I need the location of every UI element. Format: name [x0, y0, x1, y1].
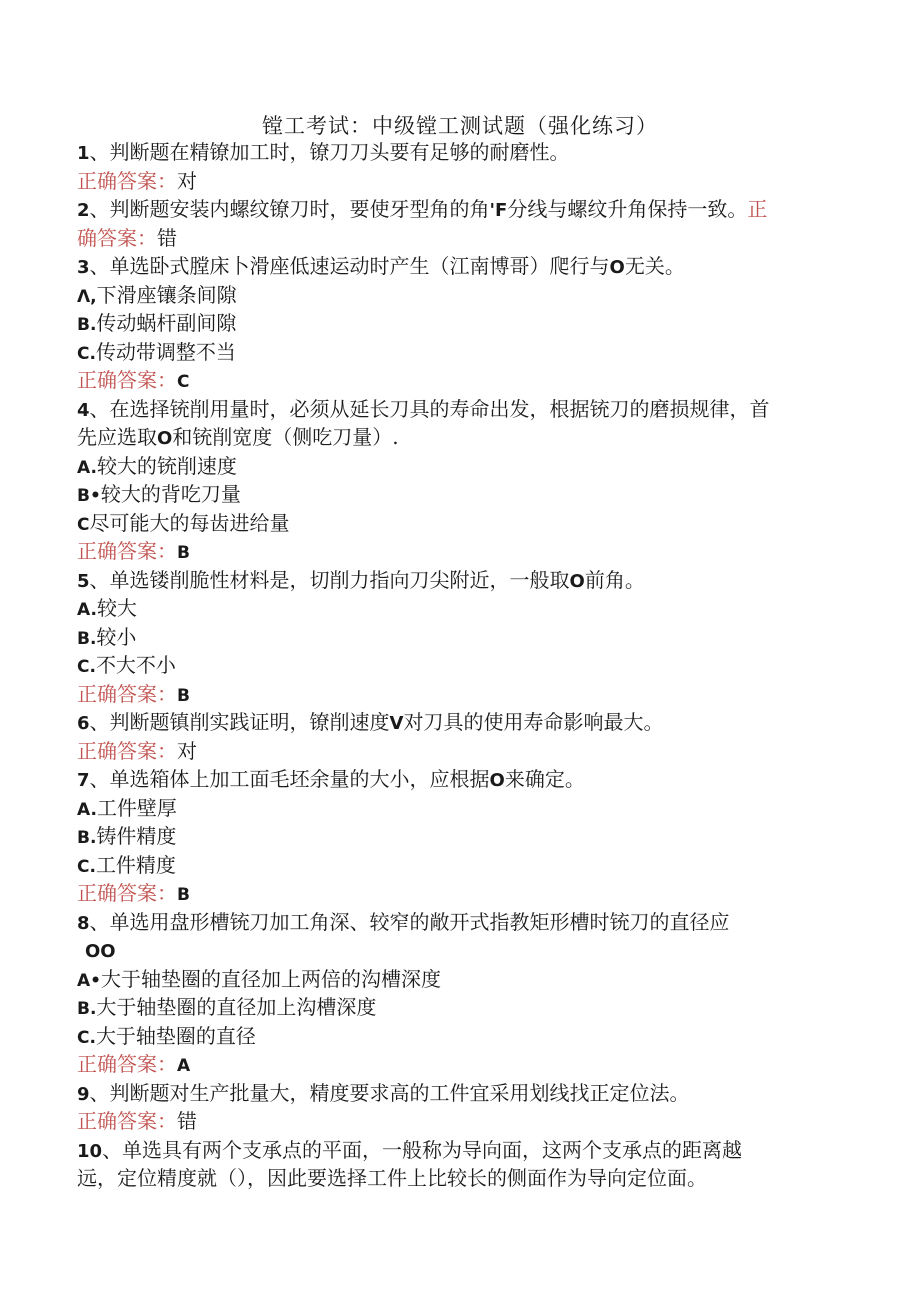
answer-value: B [177, 885, 190, 905]
option-a [77, 281, 827, 310]
question-number: 1 [77, 143, 90, 164]
question-text: 在选择铳削用量时，必须从延长刀具的寿命出发，根据铳刀的磨损规律，首 [109, 396, 770, 421]
answer-value: B [177, 685, 190, 706]
answer-line [77, 879, 827, 908]
question-text: 单选镂削脆性材料是，切削力指向刀尖附近，一般取 [109, 567, 570, 592]
question-number: 8 [77, 912, 90, 934]
option-a [77, 594, 827, 623]
option-text: 铸件精度 [96, 824, 177, 848]
answer-value: 对 [177, 168, 197, 193]
option-c [77, 651, 827, 680]
blank-mark: O [609, 257, 625, 278]
answer-label: 正确答案： [77, 368, 177, 392]
answer-line [77, 737, 827, 766]
question-5 [77, 566, 827, 595]
option-text: 传动蜗杆副间隙 [96, 311, 237, 335]
answer-label: 正确答案： [77, 738, 177, 763]
option-letter: C. [77, 856, 96, 877]
option-letter: A. [77, 799, 97, 820]
option-a [77, 965, 827, 994]
question-number: 7 [77, 770, 90, 791]
answer-label: 正确答案： [77, 881, 177, 905]
question-number: 10 [77, 1140, 103, 1162]
answer-label: 正确答案： [77, 539, 177, 563]
question-number: 6 [77, 713, 90, 734]
question-separator: 、 [89, 567, 110, 592]
answer-label: 正确答案： [77, 1109, 177, 1133]
question-number: 5 [77, 570, 90, 592]
question-text: 判断题对生产批量大，精度要求高的工件宜采用划线找正定位法。 [109, 1080, 690, 1105]
question-7 [77, 765, 827, 794]
option-b [77, 822, 827, 851]
answer-label: 正确答案： [77, 1052, 177, 1076]
option-text: 较大的背吃刀量 [100, 482, 241, 506]
question-3 [77, 252, 827, 281]
option-letter: C. [77, 1027, 96, 1048]
option-text: 较小 [96, 624, 137, 649]
question-text: 单选具有两个支承点的平面，一般称为导向面，这两个支承点的距离越 [122, 1137, 743, 1162]
answer-value: A [177, 1056, 191, 1076]
answer-value: 错 [157, 225, 177, 250]
question-1 [77, 138, 827, 167]
question-text-cont: 前角。 [584, 567, 645, 592]
option-text: 较大的铳削速度 [96, 453, 237, 478]
question-separator: 、 [89, 710, 110, 734]
option-letter: A. [77, 457, 97, 478]
option-b [77, 480, 827, 509]
question-text: 判断题在精镣加工时，镣刀刀头要有足够的耐磨性。 [109, 140, 570, 164]
answer-line [77, 1107, 827, 1136]
answer-value: C [177, 372, 190, 392]
question-text-cont: 无关。 [624, 254, 685, 278]
answer-line [77, 366, 827, 395]
answer-line [77, 680, 827, 709]
option-text: 尽可能大的每齿进给量 [89, 510, 290, 535]
option-letter: Λ, [77, 286, 97, 307]
option-text: 工件精度 [95, 852, 176, 877]
question-text-cont: 对刀具的使用寿命影响最大。 [403, 710, 664, 734]
question-text: 单选用盘形槽铳刀加工角深、较窄的敞开式指教矩形槽时铳刀的直径应 [109, 909, 730, 934]
question-2 [77, 195, 827, 224]
answer-value: B [177, 543, 190, 563]
question-8-cont [77, 936, 827, 965]
question-number: 2 [77, 200, 90, 221]
blank-mark: 'F [489, 200, 508, 221]
question-separator: 、 [89, 197, 110, 221]
blank-mark: O [157, 428, 173, 449]
question-text-cont: 和铳削宽度（侧吃刀量）. [172, 425, 399, 449]
option-letter: B. [77, 828, 97, 848]
option-text: 不大不小 [95, 653, 176, 677]
option-letter: A• [77, 970, 102, 991]
option-text: 大于轴垫圈的直径加上两倍的沟槽深度 [101, 966, 442, 991]
question-separator: 、 [89, 396, 110, 421]
question-text: 单选卧式膛床卜滑座低速运动时产生（江南博哥）爬行与 [109, 254, 610, 278]
blank-mark: OO [85, 941, 116, 962]
answer-line [77, 167, 827, 196]
option-letter: B. [77, 628, 97, 649]
answer-line [77, 1050, 827, 1079]
option-letter: C. [77, 657, 96, 677]
question-list [77, 138, 827, 1193]
option-b [77, 623, 827, 652]
question-text-cont: 远，定位精度就（），因此要选择工件上比较长的侧面作为导向定位面。 [77, 1166, 707, 1190]
option-text: 工件壁厚 [96, 795, 177, 820]
option-c [77, 851, 827, 880]
answer-label: 正确答案： [77, 168, 177, 193]
option-c [77, 338, 827, 367]
question-4 [77, 395, 827, 424]
question-9 [77, 1079, 827, 1108]
option-a [77, 794, 827, 823]
question-text: 判断题安装内螺纹镣刀时，要使牙型角的角 [109, 197, 490, 221]
option-letter: C. [77, 343, 96, 364]
option-text: 较大 [96, 596, 137, 620]
option-letter: C [77, 514, 90, 535]
question-separator: 、 [89, 767, 110, 791]
answer-line [77, 537, 827, 566]
question-text: 判断题镇削实践证明，镣削速度 [109, 710, 390, 734]
question-separator: 、 [89, 140, 110, 164]
option-b [77, 309, 827, 338]
question-number: 3 [77, 257, 90, 278]
option-text: 下滑座镶条间隙 [96, 282, 237, 307]
question-8 [77, 908, 827, 937]
question-separator: 、 [89, 909, 110, 934]
question-4-cont [77, 423, 827, 452]
option-letter: B• [77, 486, 101, 506]
option-b [77, 993, 827, 1022]
option-c [77, 1022, 827, 1051]
question-number: 9 [77, 1083, 90, 1105]
option-letter: A. [77, 600, 97, 620]
question-text-cont: 分线与螺纹升角保持一致。 [507, 197, 748, 221]
blank-mark: V [389, 713, 404, 734]
option-a [77, 452, 827, 481]
option-text: 大于轴垫圈的直径加上沟槽深度 [96, 995, 377, 1019]
question-number: 4 [77, 399, 90, 421]
answer-line [77, 224, 827, 253]
question-10 [77, 1136, 827, 1165]
answer-label: 正确答案： [77, 681, 177, 706]
question-text-cont: 来确定。 [504, 767, 585, 791]
question-text: 单选箱体上加工面毛坯余量的大小，应根据 [109, 767, 490, 791]
answer-value: 对 [177, 738, 197, 763]
option-text: 传动带调整不当 [95, 339, 236, 364]
option-c [77, 509, 827, 538]
answer-label: 确答案： [77, 225, 157, 250]
question-separator: 、 [102, 1137, 123, 1162]
question-10-cont [77, 1164, 827, 1193]
option-letter: B. [77, 999, 97, 1019]
question-separator: 、 [89, 254, 110, 278]
question-text-cont: 先应选取 [77, 425, 157, 449]
option-letter: B. [77, 315, 97, 335]
question-6 [77, 708, 827, 737]
answer-label-start: 正 [747, 197, 768, 221]
answer-value: 错 [177, 1109, 197, 1133]
blank-mark: O [569, 570, 585, 592]
question-separator: 、 [89, 1080, 110, 1105]
option-text: 大于轴垫圈的直径 [95, 1023, 256, 1048]
blank-mark: O [489, 770, 505, 791]
page-title: 镗工考试：中级镗工测试题（强化练习） [262, 114, 658, 138]
